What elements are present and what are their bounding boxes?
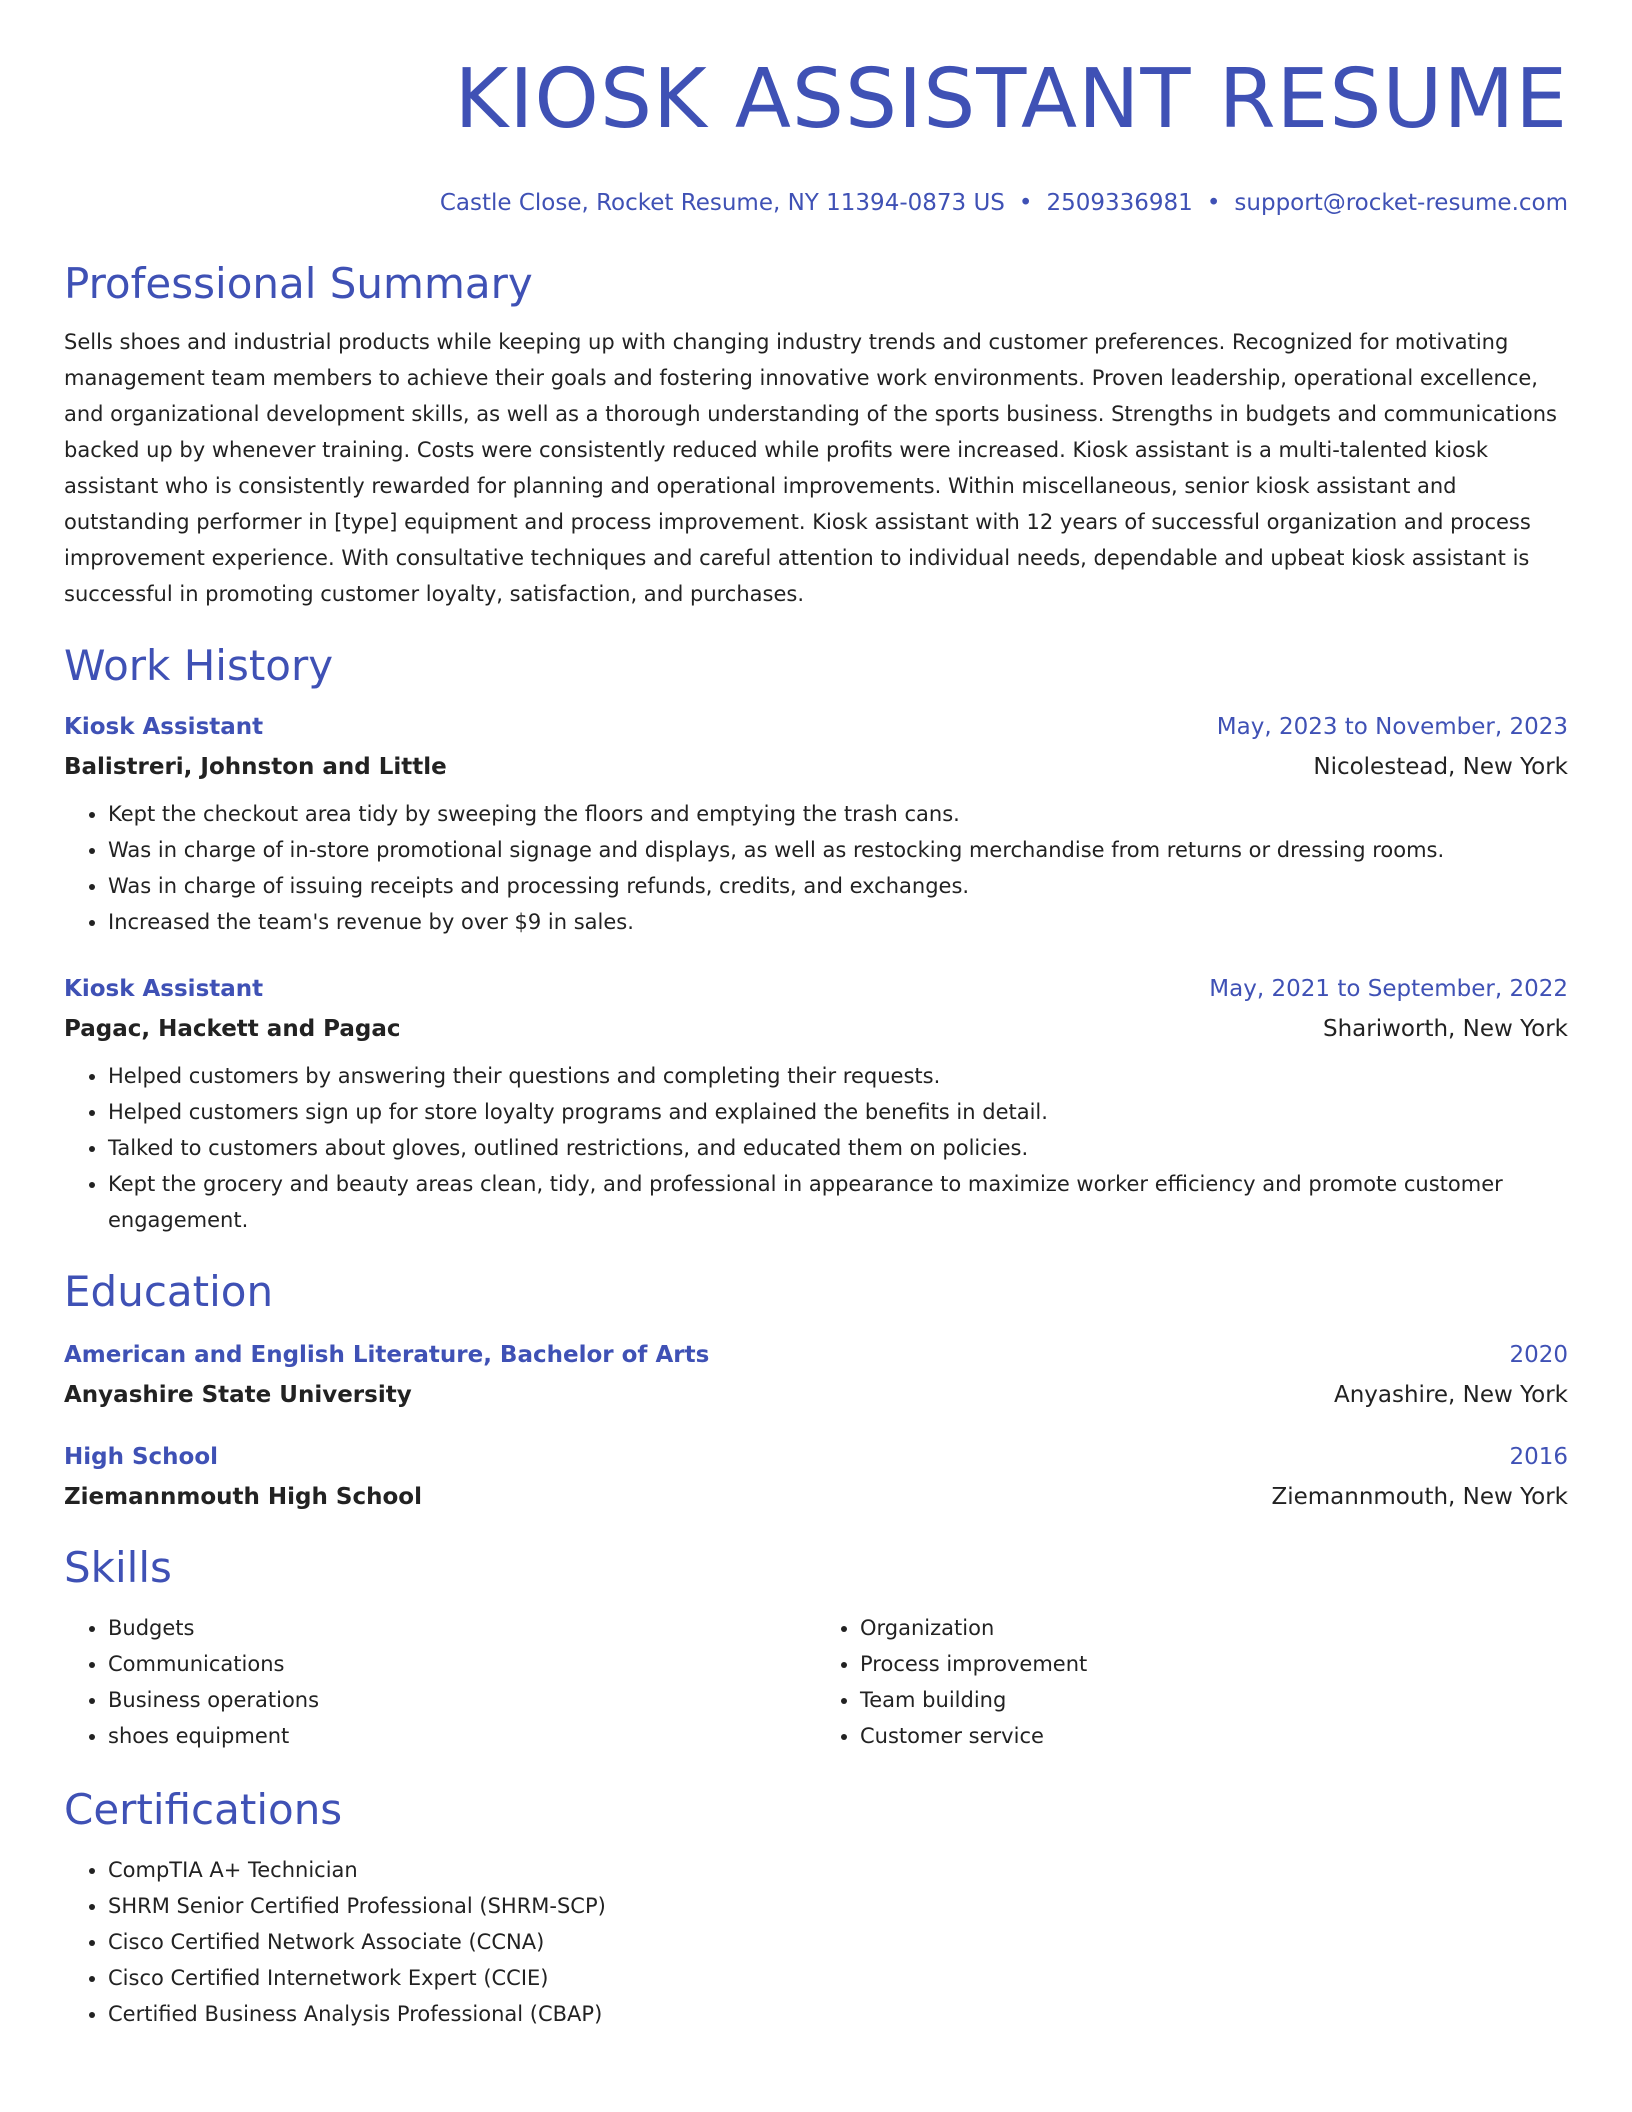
list-item: • Organization <box>860 1610 1568 1646</box>
education-location: Ziemannmouth, New York <box>1271 1484 1568 1510</box>
list-item: • Customer service <box>860 1718 1568 1754</box>
education-degree: High School <box>64 1444 219 1470</box>
list-item: • Cisco Certified Internetwork Expert (CCIE) <box>108 1960 1568 1996</box>
list-item: • Team building <box>860 1682 1568 1718</box>
list-item: • Helped customers sign up for store loyalty programs and explained the benefits in detail. <box>108 1094 1568 1130</box>
education-school: Ziemannmouth High School <box>64 1484 422 1510</box>
list-item: • Was in charge of in-store promotional signage and displays, as well as restocking merchandise from returns or dressing rooms. <box>108 832 1568 868</box>
contact-phone: 2509336981 <box>1046 190 1193 216</box>
job-dates: May, 2021 to September, 2022 <box>1209 976 1568 1002</box>
job-dates: May, 2023 to November, 2023 <box>1216 714 1568 740</box>
skills-list-left <box>64 1610 816 1754</box>
resume-title: KIOSK ASSISTANT RESUME <box>454 52 1568 147</box>
list-item: • Kept the grocery and beauty areas clean, tidy, and professional in appearance to maximize worker efficiency and promote customer engagement. <box>108 1166 1568 1238</box>
section-title-summary: Professional Summary <box>64 259 533 308</box>
summary-paragraph: Sells shoes and industrial products while keeping up with changing industry trends and customer preferences. Recognized for motivating management team members to achieve their goals and fostering innovative work environments. Proven leadership, operational excellence, and organizational development skills, as well as a thorough understanding of the sports business. Strengths in budgets and communications backed up by whenever training. Costs were consistently reduced while profits were increased. Kiosk assistant is a multi-talented kiosk assistant who is consistently rewarded for planning and operational improvements. Within miscellaneous, senior kiosk assistant and outstanding performer in [type] equipment and process improvement. Kiosk assistant with 12 years of successful organization and process improvement experience. With consultative techniques and careful attention to individual needs, dependable and upbeat kiosk assistant is successful in promoting customer loyalty, satisfaction, and purchases. <box>64 330 1557 606</box>
list-item: • Kept the checkout area tidy by sweeping the floors and emptying the trash cans. <box>108 796 1568 832</box>
education-entry <box>64 1340 1568 1410</box>
education-year: 2016 <box>1509 1444 1568 1470</box>
list-item: • Process improvement <box>860 1646 1568 1682</box>
contact-address: Castle Close, Rocket Resume, NY 11394-0873 US <box>439 190 1005 216</box>
work-entry <box>64 712 1568 940</box>
certifications-list <box>64 1852 1568 2032</box>
job-company: Pagac, Hackett and Pagac <box>64 1016 401 1042</box>
job-role: Kiosk Assistant <box>64 976 264 1002</box>
education-entry <box>64 1442 1568 1512</box>
contact-separator: • <box>1206 190 1221 216</box>
job-company: Balistreri, Johnston and Little <box>64 754 447 780</box>
contact-separator: • <box>1018 190 1033 216</box>
resume-header <box>64 50 1568 218</box>
list-item: • SHRM Senior Certified Professional (SHRM-SCP) <box>108 1888 1568 1924</box>
list-item: • Business operations <box>108 1682 816 1718</box>
job-location: Nicolestead, New York <box>1313 754 1568 780</box>
work-entry <box>64 974 1568 1238</box>
list-item: • Talked to customers about gloves, outlined restrictions, and educated them on policies. <box>108 1130 1568 1166</box>
section-title-education: Education <box>64 1267 274 1316</box>
job-location: Shariworth, New York <box>1323 1016 1568 1042</box>
education-school: Anyashire State University <box>64 1382 412 1408</box>
job-role: Kiosk Assistant <box>64 714 264 740</box>
list-item: • Certified Business Analysis Professional (CBAP) <box>108 1996 1568 2032</box>
list-item: • CompTIA A+ Technician <box>108 1852 1568 1888</box>
list-item: • Communications <box>108 1646 816 1682</box>
skills-list-right <box>816 1610 1568 1754</box>
section-title-work-history: Work History <box>64 641 334 690</box>
contact-line <box>64 188 1568 218</box>
list-item: • Budgets <box>108 1610 816 1646</box>
contact-email[interactable]: support@rocket-resume.com <box>1234 190 1568 216</box>
list-item: • Was in charge of issuing receipts and processing refunds, credits, and exchanges. <box>108 868 1568 904</box>
education-degree: American and English Literature, Bachelor of Arts <box>64 1342 710 1368</box>
list-item: • Cisco Certified Network Associate (CCNA) <box>108 1924 1568 1960</box>
list-item: • shoes equipment <box>108 1718 816 1754</box>
job-duties-list <box>64 1058 1568 1238</box>
job-duties-list <box>64 796 1568 940</box>
skills-grid <box>64 1594 1568 1754</box>
section-title-skills: Skills <box>64 1543 172 1592</box>
section-title-certifications: Certifications <box>64 1785 343 1834</box>
list-item: • Increased the team's revenue by over $9 in sales. <box>108 904 1568 940</box>
list-item: • Helped customers by answering their questions and completing their requests. <box>108 1058 1568 1094</box>
education-year: 2020 <box>1509 1342 1568 1368</box>
education-location: Anyashire, New York <box>1333 1382 1568 1408</box>
